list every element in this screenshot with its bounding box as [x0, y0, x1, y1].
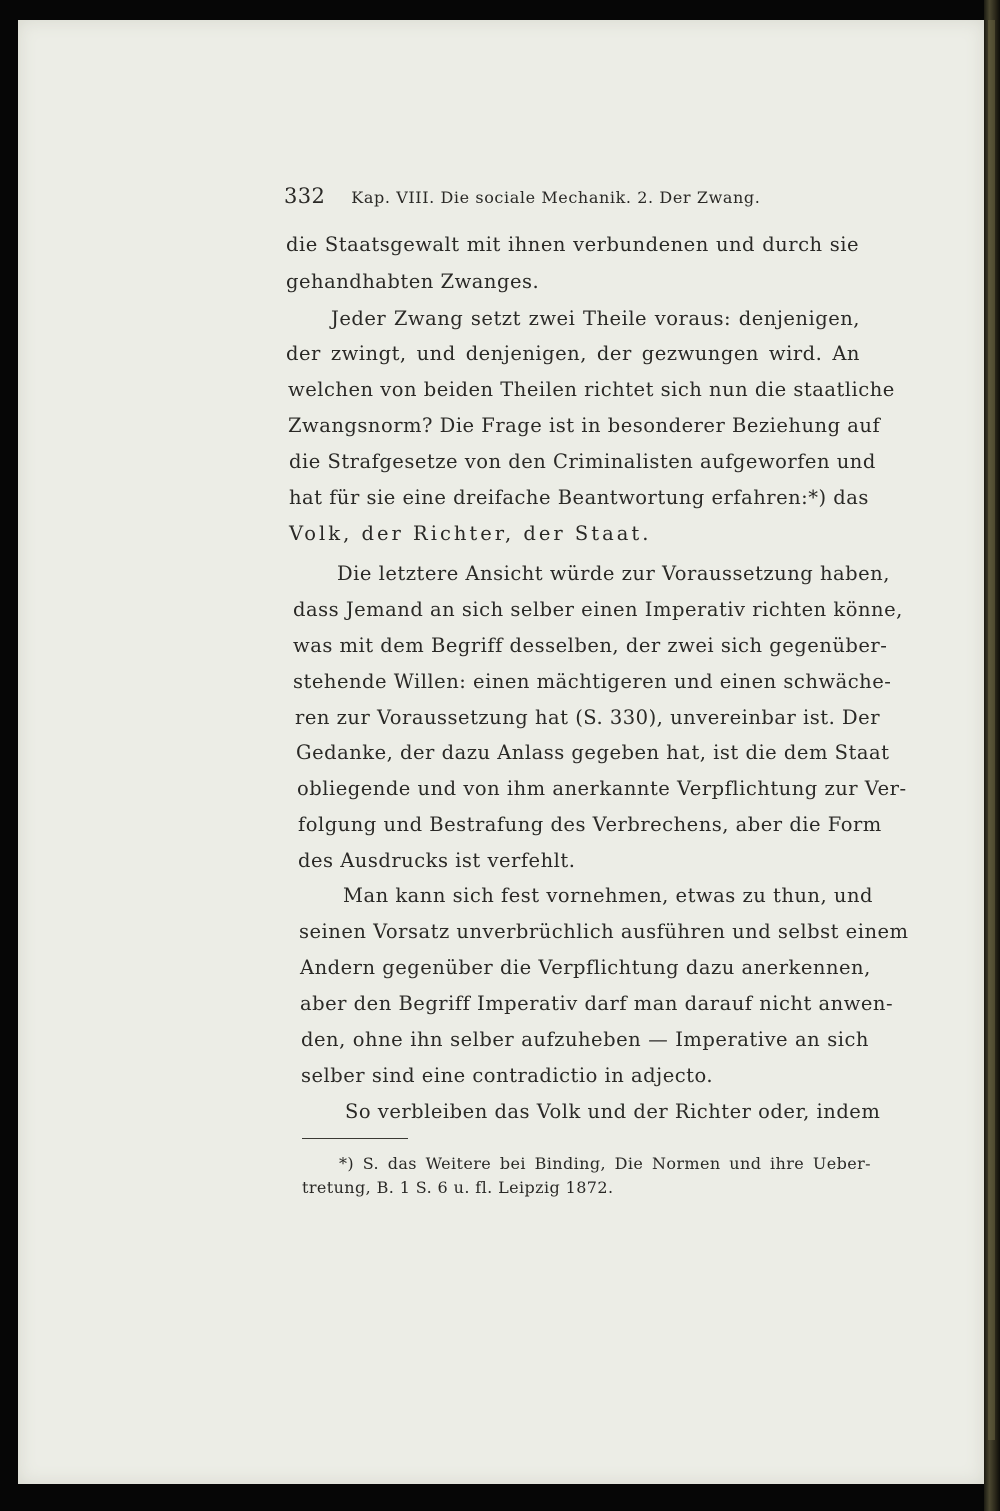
text-line: stehende Willen: einen mächtigeren und einen schwäche- [293, 670, 892, 693]
text-line: obliegende und von ihm anerkannte Verpflichtung zur Ver- [297, 777, 907, 800]
text-line: seinen Vorsatz unverbrüchlich ausführen und selbst einem [299, 920, 909, 943]
text-line: die Staatsgewalt mit ihnen verbundenen und durch sie [286, 233, 859, 256]
book-edge-band [988, 20, 995, 1440]
text-line: dass Jemand an sich selber einen Imperativ richten könne, [293, 598, 903, 621]
text-line: folgung und Bestrafung des Verbrechens, aber die Form [298, 813, 882, 836]
text-line: den, ohne ihn selber aufzuheben — Imperative an sich [301, 1028, 869, 1051]
text-line: gehandhabten Zwanges. [286, 270, 540, 293]
text-line: So verbleiben das Volk und der Richter oder, indem [345, 1100, 881, 1123]
text-line: Zwangsnorm? Die Frage ist in besonderer Beziehung auf [288, 414, 881, 437]
text-line: Jeder Zwang setzt zwei Theile voraus: denjenigen, [331, 307, 860, 330]
chapter-heading: Kap. VIII. Die sociale Mechanik. 2. Der Zwang. [351, 188, 761, 207]
footnote-line: *) S. das Weitere bei Binding, Die Normen und ihre Ueber- [339, 1154, 871, 1173]
text-line: der zwingt, und denjenigen, der gezwungen wird. An [286, 342, 860, 365]
text-line: die Strafgesetze von den Criminalisten aufgeworfen und [289, 450, 876, 473]
footnote-line: tretung, B. 1 S. 6 u. fl. Leipzig 1872. [302, 1178, 614, 1197]
text-line: Die letztere Ansicht würde zur Voraussetzung haben, [337, 562, 890, 585]
book-edge-strip [984, 0, 1000, 1511]
running-head [284, 184, 844, 214]
text-line: ren zur Voraussetzung hat (S. 330), unvereinbar ist. Der [295, 706, 881, 729]
text-line: selber sind eine contradictio in adjecto. [301, 1064, 714, 1087]
text-line: welchen von beiden Theilen richtet sich nun die staatliche [288, 378, 895, 401]
footnote-rule [302, 1138, 408, 1139]
page-number: 332 [284, 184, 326, 208]
text-line: Volk, der Richter, der Staat. [289, 522, 652, 545]
text-line: hat für sie eine dreifache Beantwortung erfahren:*) das [289, 486, 869, 509]
text-line: des Ausdrucks ist verfehlt. [298, 849, 576, 872]
text-line: Andern gegenüber die Verpflichtung dazu anerkennen, [300, 956, 871, 979]
text-line: Gedanke, der dazu Anlass gegeben hat, ist die dem Staat [296, 741, 890, 764]
text-line: aber den Begriff Imperativ darf man darauf nicht anwen- [300, 992, 894, 1015]
text-line: Man kann sich fest vornehmen, etwas zu thun, und [343, 884, 873, 907]
text-line: was mit dem Begriff desselben, der zwei sich gegenüber- [293, 634, 888, 657]
